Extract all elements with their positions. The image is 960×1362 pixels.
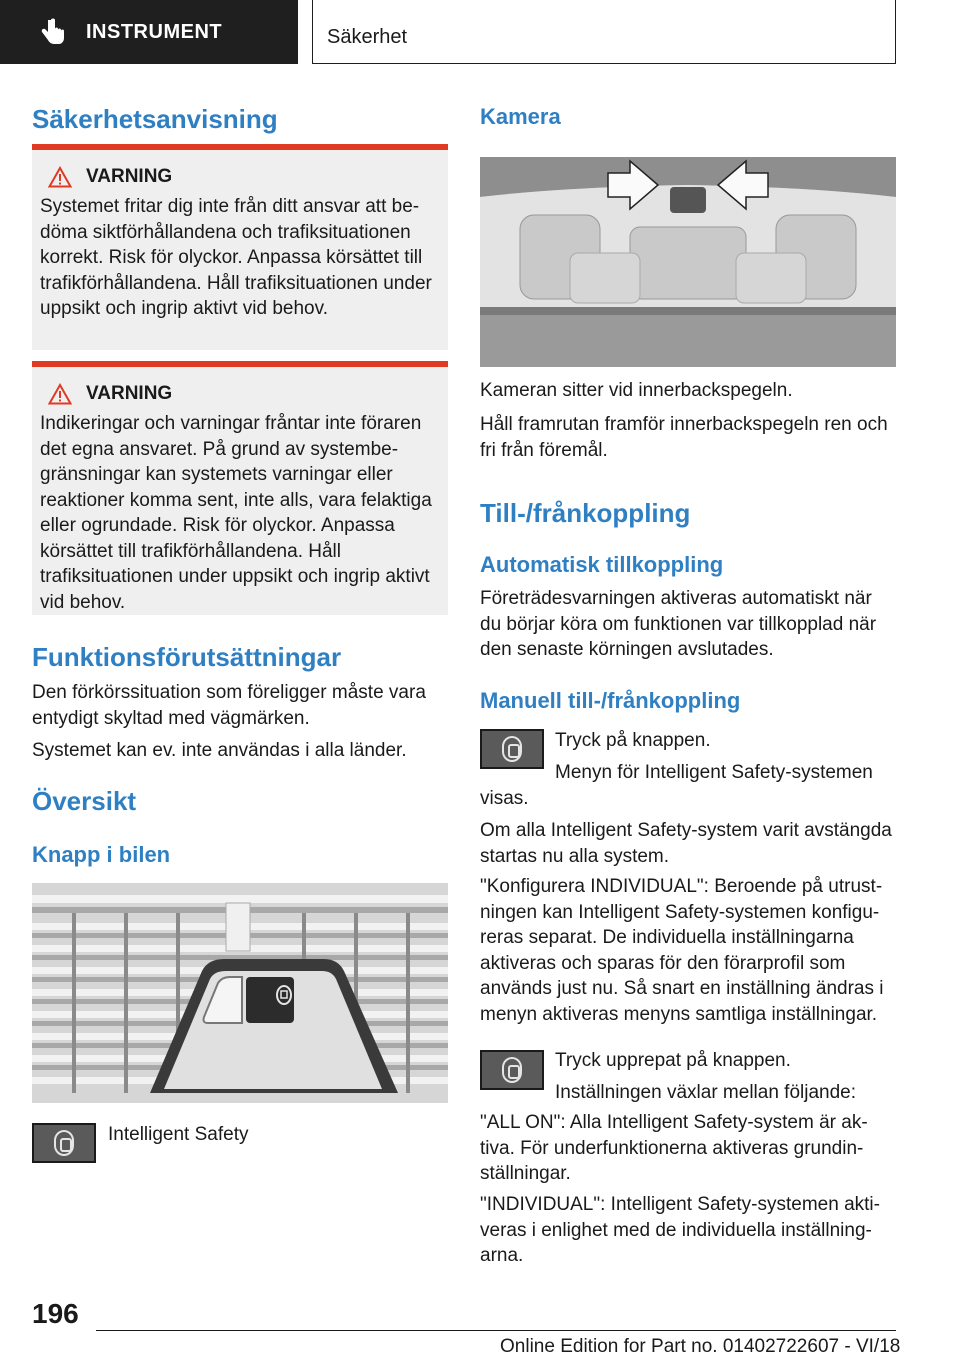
paragraph: Systemet kan ev. inte användas i alla länder. [32,740,407,761]
section-title: INSTRUMENT [86,20,223,43]
button-photo [32,883,448,1103]
heading-camera: Kamera [480,104,561,129]
intelligent-safety-button-icon [480,729,544,769]
warning-title: VARNING [86,166,173,187]
paragraph: Håll framrutan framför innerbackspegeln ren och fri från föremål. [480,414,888,461]
warning-box-2 [32,361,448,615]
heading-function-requirements: Funktionsförutsättningar [32,642,342,672]
section-tab [0,0,298,64]
paragraph: Den förkörssituation som föreligger måste vara entydigt skyltad med vägmärken. [32,682,426,729]
hand-pointer-icon [40,18,66,46]
heading-button-in-car: Knapp i bilen [32,842,171,867]
chapter-title: Säkerhet [312,0,896,64]
footer-divider [96,1330,896,1331]
paragraph: Om alla Intelligent Safety-system varit avstängda startas nu alla system. [480,820,892,867]
camera-photo [480,157,896,367]
heading-auto-on: Automatisk tillkoppling [480,552,724,577]
heading-manual-on-off: Manuell till-/frånkoppling [480,688,741,713]
heading-on-off: Till-/frånkoppling [480,498,691,528]
warning-box-1 [32,144,448,350]
paragraph: "ALL ON": Alla Intelligent Safety-system är aktiva. För underfunktionerna aktiveras grundinställningar. [480,1112,868,1184]
paragraph: Menyn för Intelligent Safety-systemen [555,762,873,783]
edition-text: Online Edition for Part no. 01402722607 - VI/18 [500,1336,901,1357]
paragraph: "INDIVIDUAL": Intelligent Safety-systemen aktiveras i enlighet med de individuella inställningarna. [480,1194,880,1266]
paragraph: Kameran sitter vid innerbackspegeln. [480,380,793,401]
paragraph: "Konfigurera INDIVIDUAL": Beroende på utrustningen kan Intelligent Safety-systemen konfigureras separat. De individuella inställningarna aktiveras och sparas för den förarprofil som används just nu. Så snart en inställning ändras i menyn aktiveras menyns samtliga inställningar. [480,876,884,1025]
paragraph: Tryck på knappen. [555,730,711,751]
warning-triangle-icon [48,383,72,405]
heading-safety-note: Säkerhetsanvisning [32,104,278,134]
intelligent-safety-button-icon [480,1050,544,1090]
intelligent-safety-button-icon [32,1123,96,1163]
paragraph: Inställningen växlar mellan följande: [555,1082,857,1103]
warning-text: Systemet fritar dig inte från ditt ansvar att bedöma siktförhållandena och trafiksituationen korrekt. Risk för olyckor. Anpassa körsättet till trafikförhållandena. Håll trafiksituationen under uppsikt och ingrip aktivt vid behov. [40,196,432,319]
button-caption: Intelligent Safety [108,1124,249,1145]
heading-overview: Översikt [32,786,137,816]
warning-text: Indikeringar och varningar fråntar inte föraren det egna ansvaret. På grund av systembegränsningar kan systemets varningar eller reaktioner komma sent, inte alls, vara felaktiga eller ogrundade. Risk för olyckor. Anpassa körsättet till trafikförhållandena. Håll trafiksituationen under uppsikt och ingrip aktivt vid behov. [40,413,432,613]
warning-triangle-icon [48,166,72,188]
warning-title: VARNING [86,383,173,404]
paragraph: visas. [480,788,529,809]
paragraph: Tryck upprepat på knappen. [555,1050,791,1071]
paragraph: Företrädesvarningen aktiveras automatiskt när du börjar köra om funktionen var tillkopplad när den senaste körningen avslutades. [480,588,877,660]
page-number: 196 [32,1298,79,1329]
